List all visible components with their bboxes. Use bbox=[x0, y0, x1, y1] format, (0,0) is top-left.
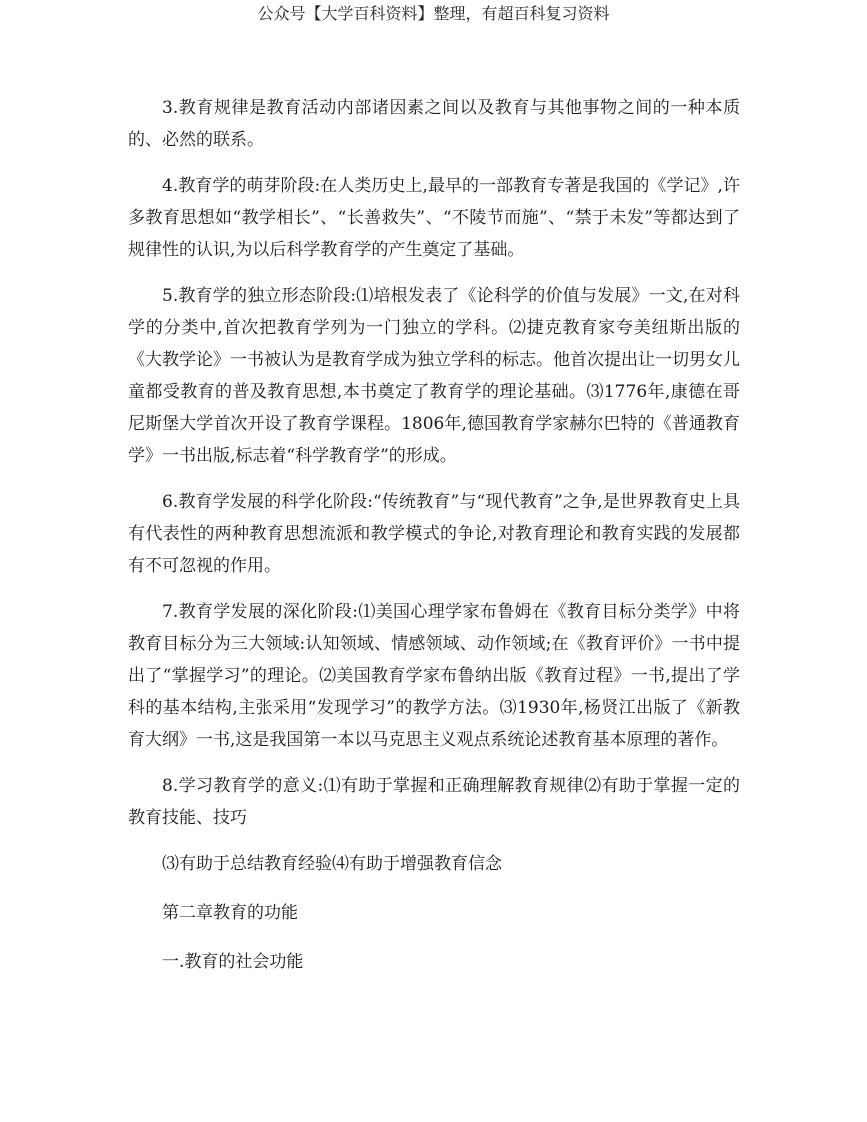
paragraph-education-law: 3.教育规律是教育活动内部诸因素之间以及教育与其他事物之间的一种本质的、必然的联系。 bbox=[128, 98, 740, 150]
document-body bbox=[128, 92, 740, 995]
section-heading: 一.教育的社会功能 bbox=[162, 952, 304, 972]
paragraph-significance: 8.学习教育学的意义:⑴有助于掌握和正确理解教育规律⑵有助于掌握一定的教育技能、技巧 bbox=[128, 776, 740, 828]
paragraph-deepening-stage: 7.教育学发展的深化阶段:⑴美国心理学家布鲁姆在《教育目标分类学》中将教育目标分为三大领域:认知领域、情感领域、动作领域;在《教育评价》一书中提出了“掌握学习”的理论。⑵美国教育学家布鲁纳出版《教育过程》一书,提出了学科的基本结构,主张采用“发现学习”的教学方法。⑶1930年,杨贤江出版了《新教育大纲》一书,这是我国第一本以马克思主义观点系统论述教育基本原理的著作。 bbox=[128, 602, 740, 750]
paragraph-embryonic-stage: 4.教育学的萌芽阶段:在人类历史上,最早的一部教育专著是我国的《学记》,许多教育思想如“教学相长”、“长善救失”、“不陵节而施”、“禁于未发”等都达到了规律性的认识,为以后科学教育学的产生奠定了基础。 bbox=[128, 176, 740, 260]
chapter-heading: 第二章教育的功能 bbox=[162, 903, 298, 923]
paragraph-independent-stage: 5.教育学的独立形态阶段:⑴培根发表了《论科学的价值与发展》一文,在对科学的分类中,首次把教育学列为一门独立的学科。⑵捷克教育家夸美纽斯出版的《大教学论》一书被认为是教育学成为独立学科的标志。他首次提出让一切男女儿童都受教育的普及教育思想,本书奠定了教育学的理论基础。⑶1776年,康德在哥尼斯堡大学首次开设了教育学课程。1806年,德国教育学家赫尔巴特的《普通教育学》一书出版,标志着“科学教育学”的形成。 bbox=[128, 286, 740, 466]
page-header: 公众号【大学百科资料】整理，有超百科复习资料 bbox=[257, 4, 610, 23]
paragraph-scientific-stage: 6.教育学发展的科学化阶段:“传统教育”与“现代教育”之争,是世界教育史上具有代表性的两种教育思想流派和教学模式的争论,对教育理论和教育实践的发展都有不可忽视的作用。 bbox=[128, 492, 740, 576]
paragraph-significance-continued: ⑶有助于总结教育经验⑷有助于增强教育信念 bbox=[162, 854, 502, 874]
